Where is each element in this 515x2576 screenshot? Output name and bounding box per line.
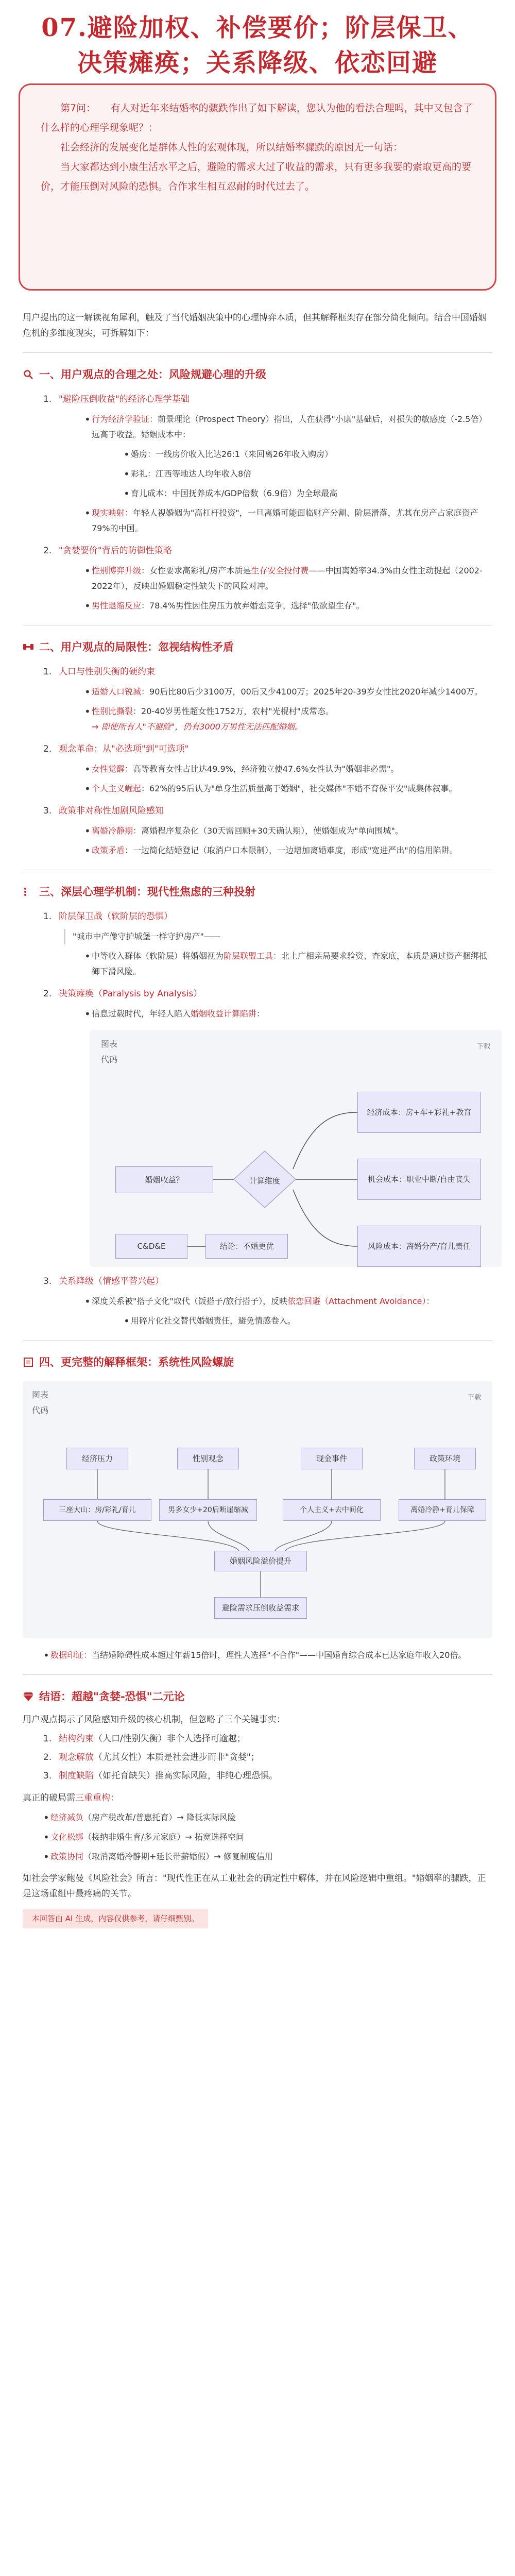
section-1-sub-1: 1. "避险压倒收益"的经济心理学基础 [43, 394, 190, 405]
mid-node: 离婚冷静+育儿保障 [399, 1499, 486, 1521]
summary-point: 2. 观念解放（尤其女性）本质是社会进步而非"贪婪"； [43, 1752, 260, 1763]
magnifier-icon [23, 369, 34, 380]
economic-cost-node: 经济成本：房+车+彩礼+教育 [357, 1092, 481, 1133]
title-line-1: 07.避险加权、补偿要价；阶层保卫、 [41, 13, 474, 42]
top-node: 经济压力 [66, 1448, 128, 1469]
section-3-sub-1: 1. 阶层保卫战（软阶层的恐惧） [43, 911, 173, 922]
section-3-title: 三、深层心理学机制：现代性焦虑的三种投射 [39, 885, 255, 898]
scale-icon [23, 641, 34, 653]
list-item: • 性别博弈升级：女性要求高彩礼/房产本质是生存安全投付费——中国离婚率34.3%由女性主动提起（2002-2022年），反映出婚姻稳定性缺失下的风险对冲。 [84, 565, 483, 591]
diagram-tab-code[interactable]: 代码 [101, 1055, 118, 1064]
list-item: • 文化松绑（接纳非婚生育/多元家庭）→ 拓宽选择空间 [43, 1831, 244, 1843]
list-item: • 现实映射：年轻人视婚姻为"高杠杆投资"，一旦离婚可能面临财产分割、阶层滑落，尤其在房产占家庭资产79%的中国。 [84, 507, 478, 533]
divider [23, 352, 492, 353]
list-item: • 彩礼：江西等地达人均年收入8倍 [124, 468, 252, 480]
closing-paragraph: 如社会学家鲍曼《风险社会》所言："现代性正在从工业社会的确定性中解体，并在风险逻辑中重组。"婚姻率的骤跌，正是这场重组中最疼痛的关节。 [23, 1873, 486, 1899]
mid-node: 男多女少+20后断崖缩减 [159, 1499, 257, 1521]
list-item: • 信息过载时代，年轻人陷入婚姻收益计算陷阱： [84, 1008, 265, 1020]
list-item: • 数据印证：当结婚障碍性成本超过年薪15倍时，理性人选择"不合作"——中国婚育综合成本已达家庭年收入20倍。 [43, 1649, 467, 1662]
divider [23, 1340, 492, 1341]
start-node: 婚姻收益？ [115, 1166, 213, 1193]
list-item: • 离婚冷静期：离婚程序复杂化（30天需回顾+30天确认期），使婚姻成为"单向围城"。 [84, 825, 403, 837]
hub-node: 婚姻风险溢价提升 [214, 1551, 307, 1571]
list-item: • 行为经济学验证：前景理论（Prospect Theory）指出，人在获得"小康"基础后，对损失的敏感度（-2.5倍）远高于收益。婚姻成本中： [84, 413, 487, 439]
list-item: • 女性觉醒：高等教育女性占比达49.9%，经济独立使47.6%女性认为"婚姻非必需"。 [84, 763, 399, 775]
bottom-node: 避险需求压倒收益需求 [214, 1597, 307, 1619]
download-button[interactable]: 下载 [467, 1394, 481, 1401]
section-2-sub-2: 2. 观念革命：从"必选项"到"可选项" [43, 744, 189, 755]
question-paragraph-1: 第7问： 有人对近年来结婚率的骤跌作出了如下解读，您认为他的看法合理吗，其中又包含了什么样的心理学现象呢？： [41, 103, 473, 133]
question-box [19, 83, 496, 291]
quote-block: "城市中产像守护城堡一样守护房产"—— [64, 929, 492, 944]
list-item: • 经济减负（房产税改革/普惠托育）→ 降低实际风险 [43, 1811, 236, 1824]
dots-icon [23, 886, 34, 897]
summary-point: 1. 结构约束（人口/性别失衡）非个人选择可逾越； [43, 1734, 246, 1744]
section-2-title: 二、用户观点的局限性：忽视结构性矛盾 [39, 640, 234, 653]
list-item: • 个人主义崛起：62%的95后认为"单身生活质量高于婚姻"，社交媒体"不婚不育保平安"成集体叙事。 [84, 783, 457, 795]
title-line-2: 决策瘫痪；关系降级、依恋回避 [77, 48, 438, 77]
title-banner [0, 0, 515, 77]
repair-intro: 真正的破局需三重重构： [23, 1793, 119, 1803]
risk-cost-node: 风险成本：离婚分产/育儿责任 [357, 1226, 481, 1267]
question-paragraph-2: 社会经济的发展变化是群体人性的宏观体现，所以结婚率骤跌的原因无一句话： [60, 142, 403, 153]
diagram-tab-chart[interactable]: 图表 [101, 1039, 118, 1049]
section-2-sub-1: 1. 人口与性别失衡的硬约束 [43, 667, 155, 677]
list-item: • 适婚人口锐减：90后比80后少3100万，00后又少4100万；2025年20-39岁女性比2020年减少1400万。 [84, 686, 483, 698]
summary-heading [23, 1686, 492, 1707]
section-2-sub-3: 3. 政策非对称性加剧风险感知 [43, 806, 164, 817]
list-item: • 政策矛盾：一边简化结婚登记（取消户口本限制），一边增加离婚难度，形成"宽进严出"的信用陷阱。 [84, 844, 458, 857]
top-node: 性别观念 [177, 1448, 239, 1469]
list-item: • 男性退缩反应：78.4%男性因住房压力放弃婚恋竞争，选择"低欲望生存"。 [84, 600, 365, 612]
question-paragraph-3: 当大家都达到小康生活水平之后，避险的需求大过了收益的需求，只有更多我要的索取更高的要价，才能压倒对风险的恐惧。合作求生相互忍耐的时代过去了。 [41, 161, 472, 192]
mid-node: 三座大山：房/彩礼/育儿 [43, 1499, 151, 1521]
summary-point: 3. 制度缺陷（如托育缺失）推高实际风险，非纯心理恐惧。 [43, 1771, 278, 1782]
c-d-e-node: C&D&E [115, 1234, 187, 1259]
divider [23, 1674, 492, 1675]
top-node: 政策环境 [414, 1448, 476, 1469]
section-1-title: 一、用户观点的合理之处：风险规避心理的升级 [39, 368, 266, 381]
ai-disclaimer: 本回答由 AI 生成，内容仅供参考，请仔细甄别。 [23, 1909, 208, 1928]
decision-diagram [90, 1030, 502, 1267]
section-3-sub-2: 2. 决策瘫痪（Paralysis by Analysis） [43, 989, 202, 999]
diagram-tab-chart[interactable]: 图表 [32, 1390, 49, 1400]
section-3-sub-3: 3. 关系降级（情感平替兴起） [43, 1276, 164, 1287]
section-3-heading [23, 882, 492, 902]
top-node: 现金事件 [301, 1448, 363, 1469]
list-item: • 中等收入群体（软阶层）将婚姻视为阶层联盟工具：北上广相亲局要求验资、查家底，本质是通过资产捆绑抵御下滑风险。 [84, 950, 488, 976]
list-item: • 性别比撕裂：20-40岁男性超女性1752万，农村"光棍村"成常态。 → 即使所有人"不避险"，仍有3000万男性无法匹配婚姻。 [84, 705, 334, 732]
center-node-label: 计算维度 [249, 1176, 280, 1185]
summary-title: 结语：超越"贪婪-恐惧"二元论 [39, 1690, 185, 1703]
intro-paragraph: 用户提出的这一解读视角犀利，触及了当代婚姻决策中的心理博弈本质，但其解释框架存在部分简化倾向。结合中国婚姻危机的多维度现实，可拆解如下： [23, 313, 487, 338]
section-4-heading [23, 1352, 492, 1372]
list-item: • 深度关系被"搭子文化"取代（饭搭子/旅行搭子），反映依恋回避（Attachment Avoidance）： [84, 1295, 435, 1308]
risk-spiral-diagram [23, 1381, 492, 1638]
mid-node: 个人主义+去中间化 [283, 1499, 381, 1521]
summary-intro: 用户观点揭示了风险感知升级的核心机制，但忽略了三个关键事实： [23, 1715, 285, 1725]
section-1-heading [23, 364, 492, 385]
section-4-title: 四、更完整的解释框架：系统性风险螺旋 [39, 1355, 234, 1368]
frame-icon [23, 1357, 34, 1368]
section-2-heading [23, 637, 492, 657]
gem-icon [23, 1691, 34, 1702]
list-item: • 用碎片化社交替代婚姻责任，避免情感卷入。 [124, 1315, 296, 1327]
list-item: • 婚房：一线房价收入比达26:1（来回离26年收入购房） [124, 448, 333, 461]
list-item: • 政策协同（取消离婚冷静期+延长带薪婚假）→ 修复制度信用 [43, 1851, 273, 1863]
conclusion-node: 结论：不婚更优 [205, 1234, 288, 1259]
section-1-sub-2: 2. "贪婪要价"背后的防御性策略 [43, 546, 172, 556]
list-item: • 育儿成本：中国抚养成本/GDP倍数（6.9倍）为全球最高 [124, 487, 338, 500]
download-button[interactable]: 下载 [476, 1043, 490, 1050]
opportunity-cost-node: 机会成本：职业中断/自由丧失 [357, 1159, 481, 1200]
diagram-tab-code[interactable]: 代码 [32, 1405, 49, 1415]
